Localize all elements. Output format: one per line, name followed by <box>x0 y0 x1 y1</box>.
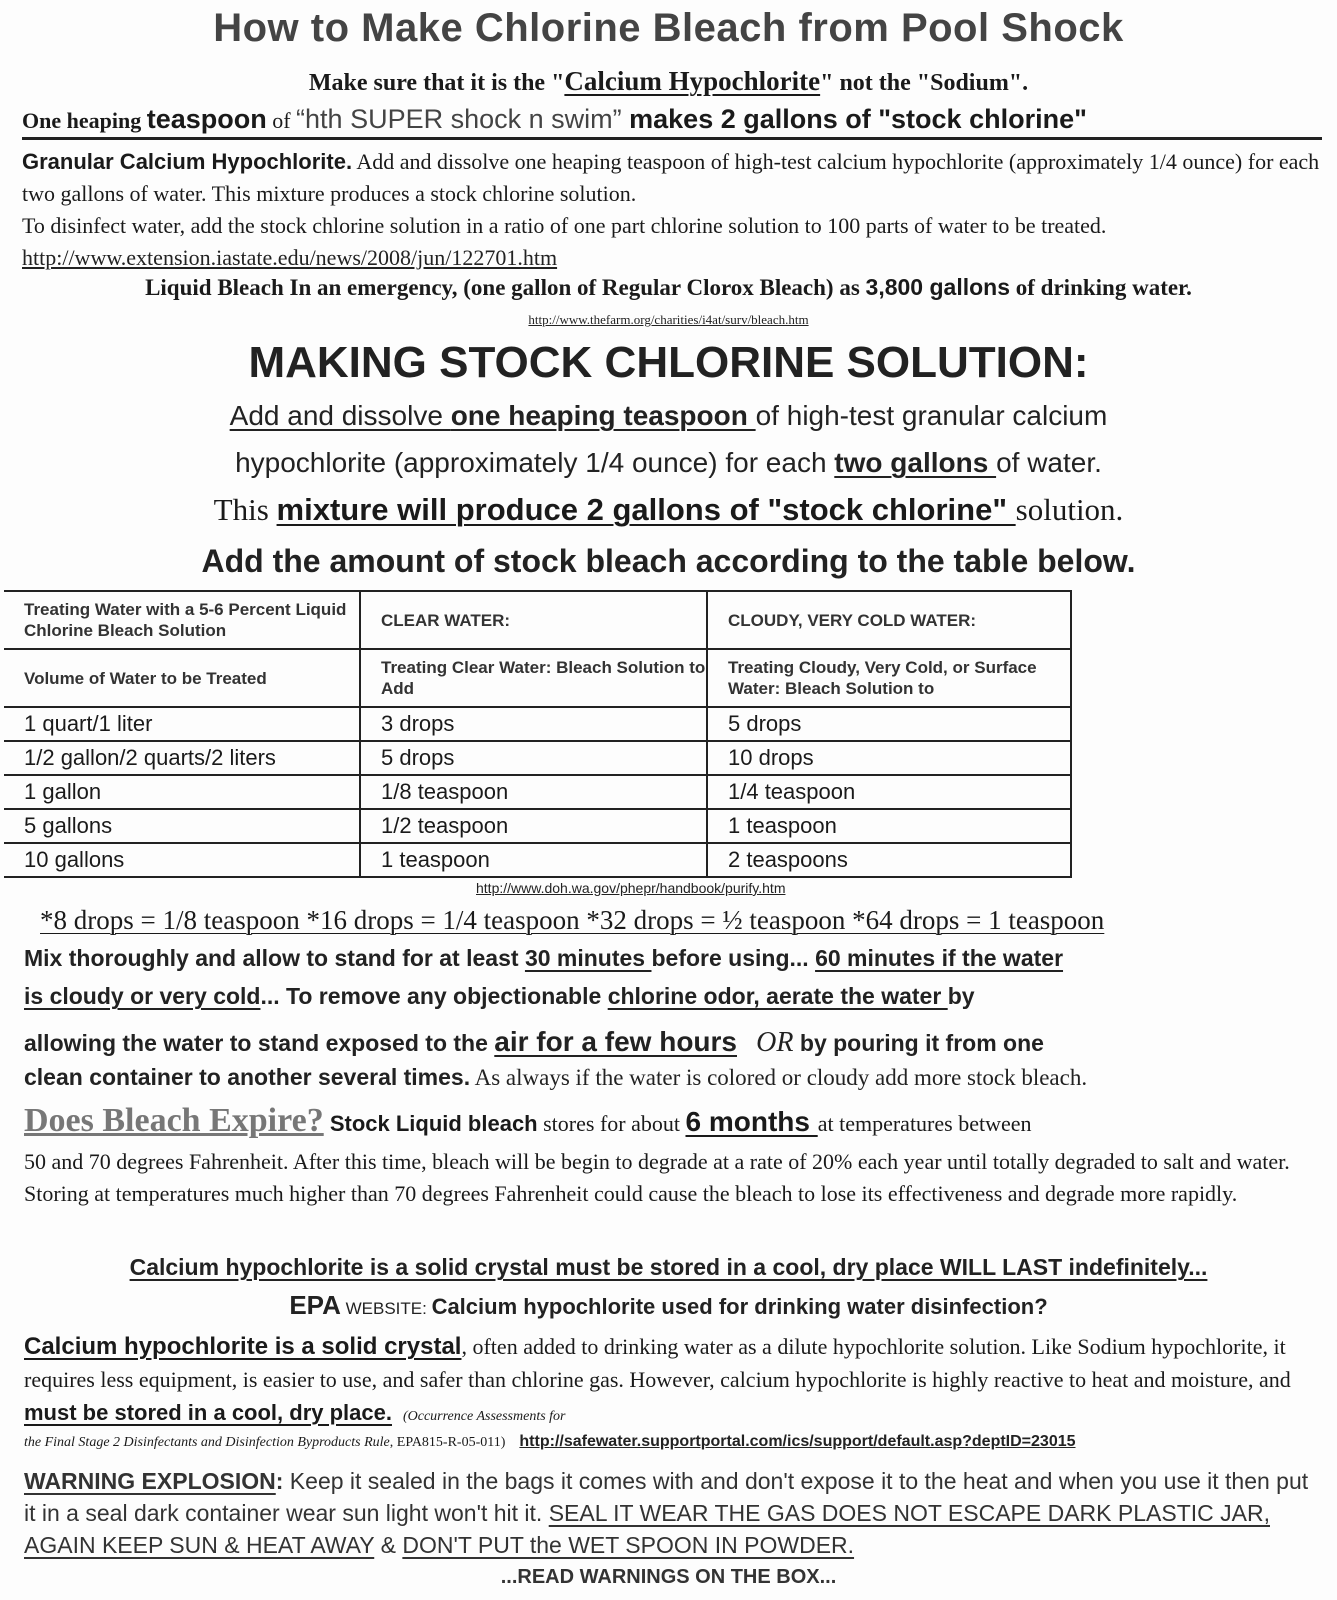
mix-i: allowing the water to stand exposed to the <box>24 1030 495 1056</box>
doh-link[interactable]: http://www.doh.wa.gov/phepr/handbook/purify.htm <box>476 880 786 896</box>
granular-text: Add and dissolve one heaping teaspoon of high-test calcium hypochlorite (approximately 1/4 ounce) for each two gallons of water. This mixture produces a stock chlorine solution. <box>22 149 1320 206</box>
table-row <box>4 775 1071 809</box>
volume-cell: 10 gallons <box>4 843 360 877</box>
epa-line <box>0 1290 1337 1321</box>
teaspoon-word: teaspoon <box>146 104 267 134</box>
warning-spoon: DON'T PUT the WET SPOON IN POWDER. <box>402 1532 855 1558</box>
table-row <box>4 809 1071 843</box>
warning-label: WARNING EXPLOSION <box>24 1468 276 1494</box>
table-intro: Add the amount of stock bleach according to the table below. <box>201 543 1136 579</box>
making-l3b: mixture will produce 2 gallons of "stock chlorine" <box>276 492 1016 527</box>
calcium-solid-text: Calcium hypochlorite is a solid crystal must be stored in a cool, dry place WILL LAST indefinitely... <box>129 1254 1208 1280</box>
mix-h: by <box>947 983 975 1009</box>
volume-cell: 1 quart/1 liter <box>4 707 360 741</box>
bleach-dosage-table <box>4 590 1072 878</box>
mix-line-4 <box>24 1064 1324 1091</box>
clear-dose-cell: 3 drops <box>360 707 707 741</box>
making-heading: MAKING STOCK CHLORINE SOLUTION: <box>248 338 1089 387</box>
thefarm-link[interactable]: http://www.thefarm.org/charities/i4at/surv/bleach.htm <box>528 312 809 327</box>
epa-ref-1: (Occurrence Assessments for <box>402 1409 566 1424</box>
cloudy-dose-cell: 1 teaspoon <box>707 809 1071 843</box>
iastate-link[interactable]: http://www.extension.iastate.edu/news/2008/jun/122701.htm <box>22 245 558 270</box>
epa-ref-2: the Final Stage 2 Disinfectants and Disinfection Byproducts Rule <box>24 1435 390 1450</box>
header-cell: CLOUDY, VERY COLD WATER: <box>707 591 1071 649</box>
making-l2b: two gallons <box>834 447 997 478</box>
expire-paragraph: 50 and 70 degrees Fahrenheit. After this time, bleach will be begin to degrade at a rate of 20% each year until totally degraded to salt and water. Storing at temperatures much higher than 70 degrees Fahrenheit could cause the bleach to lose its effectiveness and degrade more rapidly. <box>24 1149 1290 1206</box>
cloudy-dose-cell: 10 drops <box>707 741 1071 775</box>
mix-line-2 <box>24 983 1324 1010</box>
volume-cell: 5 gallons <box>4 809 360 843</box>
epa-website: WEBSITE: <box>340 1299 432 1318</box>
volume-cell: 1/2 gallon/2 quarts/2 liters <box>4 741 360 775</box>
page-title: How to Make Chlorine Bleach from Pool Shock <box>213 6 1124 50</box>
liquid-post: of drinking water. <box>1010 275 1192 300</box>
mix-a: Mix thoroughly and allow to stand for at least <box>24 945 525 971</box>
mix-cloudy: is cloudy or very cold <box>24 983 261 1009</box>
granular-lead: Granular Calcium Hypochlorite. <box>22 149 353 174</box>
mix-or: OR <box>756 1027 794 1058</box>
warning-text: Keep it sealed in the bags it comes with and don't expose it to the heat and when you use it then put it in a seal dark container wear sun light won't hit it. <box>24 1468 1309 1526</box>
warning-paragraph <box>24 1465 1324 1561</box>
notice-post: " not the "Sodium". <box>820 70 1029 96</box>
table-row <box>4 843 1071 877</box>
table-header-row <box>4 591 1071 649</box>
making-line-1 <box>0 400 1337 432</box>
safewater-link[interactable]: http://safewater.supportportal.com/ics/support/default.asp?deptID=23015 <box>519 1433 1076 1450</box>
doh-link-wrap <box>476 880 785 896</box>
header-cell: CLEAR WATER: <box>360 591 707 649</box>
warning-seal: SEAL IT WEAR THE GAS DOES NOT ESCAPE DARK PLASTIC JAR, AGAIN KEEP SUN & HEAT AWAY <box>24 1500 1270 1558</box>
calcium-notice <box>0 66 1337 97</box>
clear-dose-cell: 1/2 teaspoon <box>360 809 707 843</box>
epa-label: EPA <box>289 1290 341 1320</box>
cloudy-dose-cell: 5 drops <box>707 707 1071 741</box>
notice-pre: Make sure that it is the " <box>308 70 565 96</box>
calcium-hypochlorite-label: Calcium Hypochlorite <box>564 66 821 96</box>
mix-l: by pouring it from one <box>793 1030 1044 1056</box>
heaping-teaspoon-line <box>22 104 1322 140</box>
cloudy-dose-cell: 2 teaspoons <box>707 843 1071 877</box>
making-line-2 <box>0 447 1337 479</box>
subheader-cell: Treating Clear Water: Bleach Solution to Add <box>360 649 707 707</box>
mix-air-hours: air for a few hours <box>494 1026 737 1057</box>
liquid-pre: Liquid Bleach In an emergency, (one gallon of Regular Clorox Bleach) as <box>145 275 866 300</box>
clear-dose-cell: 5 drops <box>360 741 707 775</box>
table-subheader-row <box>4 649 1071 707</box>
read-warnings: ...READ WARNINGS ON THE BOX... <box>500 1566 837 1588</box>
epa-reference <box>24 1433 1324 1451</box>
making-l1b: one heaping teaspoon <box>450 400 756 431</box>
clear-dose-cell: 1 teaspoon <box>360 843 707 877</box>
liquid-gallons: 3,800 gallons <box>865 274 1011 300</box>
making-l1c: of high-test granular calcium <box>755 400 1108 431</box>
expire-b: stores for about <box>537 1111 686 1136</box>
expire-a: Stock Liquid bleach <box>323 1111 538 1136</box>
mix-n: As always if the water is colored or cloudy add more stock bleach. <box>470 1065 1088 1090</box>
subheader-cell: Treating Cloudy, Very Cold, or Surface Water: Bleach Solution to <box>707 649 1071 707</box>
epa-ref-code: , EPA815-R-05-011) <box>389 1435 506 1450</box>
drops-conversion-text: *8 drops = 1/8 teaspoon *16 drops = 1/4 teaspoon *32 drops = ½ teaspoon *64 drops = 1 teaspoon <box>40 905 1105 935</box>
product-name: “hth SUPER shock n swim” <box>296 104 622 134</box>
epa-lead: Calcium hypochlorite is a solid crystal <box>24 1333 462 1360</box>
clear-dose-cell: 1/8 teaspoon <box>360 775 707 809</box>
thefarm-link-wrap <box>0 312 1337 328</box>
mix-line-3 <box>24 1026 1324 1059</box>
epa-question: Calcium hypochlorite used for drinking water disinfection? <box>431 1294 1048 1319</box>
making-l3c: solution. <box>1015 492 1124 527</box>
mix-line-1 <box>24 945 1324 972</box>
subheader-cell: Volume of Water to be Treated <box>4 649 360 707</box>
mix-odor: chlorine odor, aerate the water <box>607 983 948 1009</box>
making-l3a: This <box>213 492 277 527</box>
warning-colon: : <box>275 1468 284 1494</box>
making-l2a: hypochlorite (approximately 1/4 ounce) for each <box>235 447 835 478</box>
epa-paragraph <box>24 1330 1324 1433</box>
mix-m: clean container to another several times. <box>24 1064 471 1090</box>
drops-conversion <box>40 905 1330 936</box>
of-word: of <box>266 108 297 133</box>
liquid-bleach-line <box>0 274 1337 301</box>
volume-cell: 1 gallon <box>4 775 360 809</box>
one-heaping: One heaping <box>22 108 147 133</box>
granular-text2: To disinfect water, add the stock chlorine solution in a ratio of one part chlorine solution to 100 parts of water to be treated. <box>22 213 1107 238</box>
mix-f: ... To remove any objectionable <box>260 983 608 1009</box>
expire-line <box>24 1102 1334 1140</box>
expire-heading: Does Bleach Expire? <box>24 1102 324 1139</box>
warning-amp: & <box>374 1532 403 1558</box>
epa-p1: , often added to drinking water as a dilute hypochlorite solution. Like Sodium hypochlorite, it requires less equipment, is easier to use, and safer than chlorine gas. However, calcium hypochlorite is highly reactive to heat and moisture, and <box>24 1334 1291 1392</box>
table-row <box>4 741 1071 775</box>
making-l1a: Add and dissolve <box>229 400 451 431</box>
mix-60-min: 60 minutes if the water <box>815 945 1064 971</box>
header-cell: Treating Water with a 5-6 Percent Liquid Chlorine Bleach Solution <box>4 591 360 649</box>
making-line-3 <box>0 492 1337 528</box>
mix-c: before using... <box>651 945 816 971</box>
expire-6-months: 6 months <box>685 1106 818 1137</box>
making-l2c: of water. <box>996 447 1102 478</box>
granular-paragraph <box>22 146 1322 274</box>
cloudy-dose-cell: 1/4 teaspoon <box>707 775 1071 809</box>
mix-30-min: 30 minutes <box>524 945 652 971</box>
epa-stored: must be stored in a cool, dry place. <box>24 1400 392 1425</box>
table-row <box>4 707 1071 741</box>
makes-gallons: makes 2 gallons of "stock chlorine" <box>621 104 1087 134</box>
expire-d: at temperatures between <box>817 1111 1032 1136</box>
calcium-solid-line <box>0 1254 1337 1281</box>
